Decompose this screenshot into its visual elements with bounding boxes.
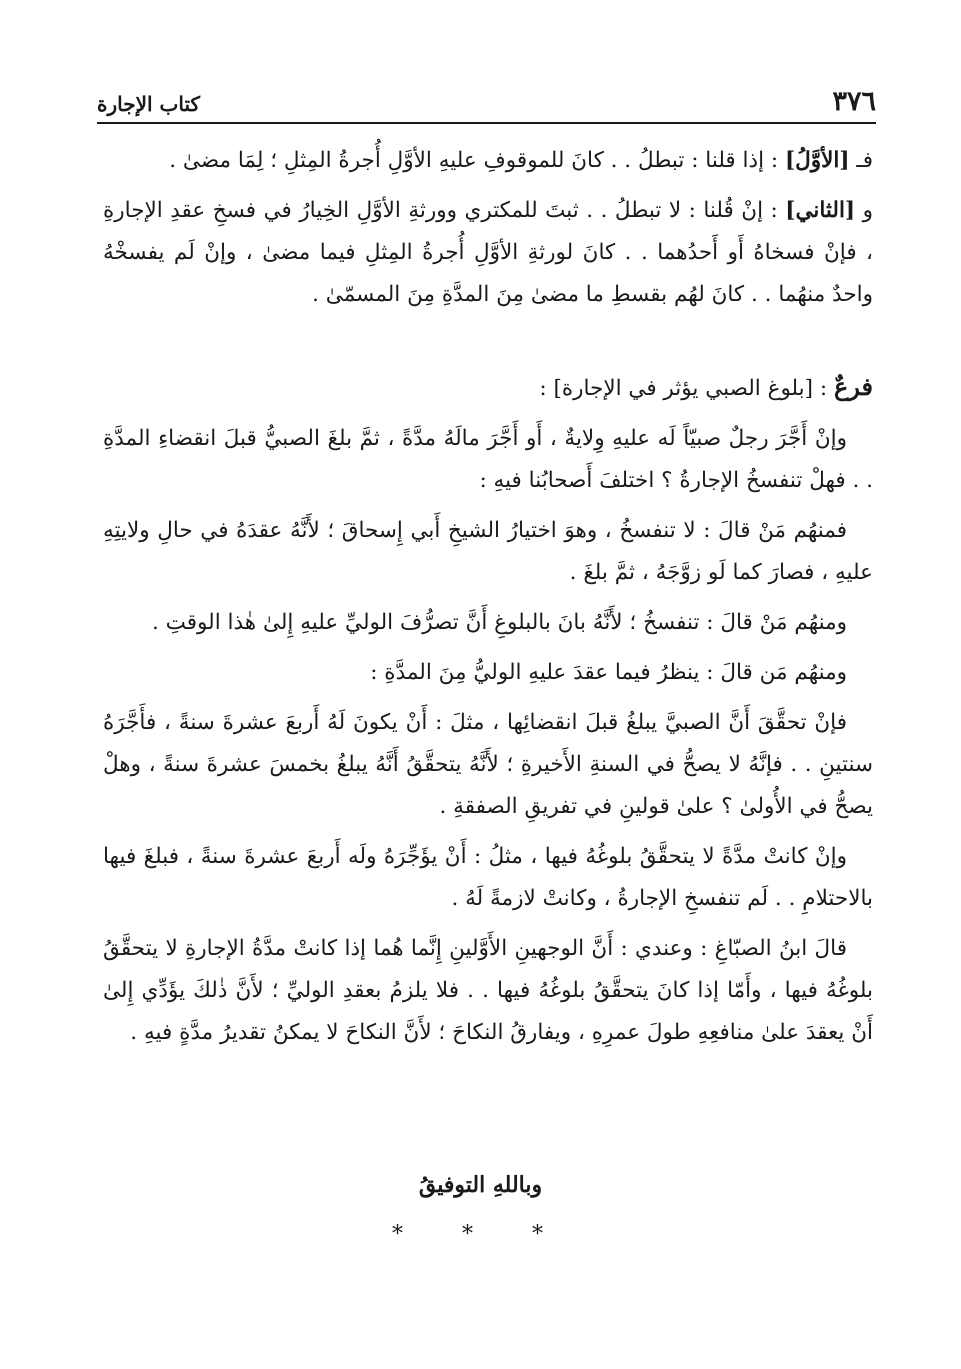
paragraph: ومنهُم مَنْ قالَ : تنفسخُ ؛ لأَنَّهُ بانَ بالبلوغِ أَنَّ تصرُّفَ الوليِّ عليهِ إِلىٰ هٰذا الوقتِ . [152,610,847,635]
section-end-stars: * * * [392,1222,569,1247]
running-title: كتاب الإجارة [97,92,200,116]
paragraph-second-view [103,190,873,316]
paragraph: فإنْ تحقَّقَ أَنَّ الصبيَّ يبلغُ قبلَ انقضائِها ، مثلَ : أَنْ يكونَ لَهُ أَربعَ عشرةَ سنةً ، فأَجَّرَهُ سنتينِ . . فإنَّهُ لا يصحُّ في السنةِ الأَخيرةِ ؛ لأَنَّهُ يتحقَّقُ أَنَّهُ يبلغُ بخمسَ عشرةَ سنةً ، وهلْ يصحُّ في الأُولىٰ ؟ علىٰ قولينِ في تفريقِ الصفقةِ . [103,710,873,819]
body-text [103,140,873,1062]
closing-formula: وباللهِ التوفيقُ [418,1172,543,1198]
paragraph: ومنهُم مَن قالَ : ينظرُ فيما عقدَ عليهِ الوليُّ مِنَ المدَّةِ : [370,660,847,685]
section-label: [الثاني] [785,198,856,223]
page-number: ٣٧٦ [832,86,876,117]
paragraph: وإنْ أَجَّرَ رجلٌ صبيّاً لَه عليهِ وِلايةٌ ، أَو أَجَّرَ مالَهُ مدَّةً ، ثمَّ بلغَ الصبيُّ قبلَ انقضاءِ المدَّةِ . . فهلْ تنفسخُ الإجارةُ ؟ اختلفَ أَصحابُنا فيهِ : [103,426,873,493]
page-header [97,86,876,122]
paragraph: قالَ ابنُ الصبّاغِ : وعندي : أَنَّ الوجهينِ الأَوَّلينِ إِنَّما هُما إذا كانتْ مدَّةُ الإجارةِ لا يتحقَّقُ بلوغُهُ فيها ، وأَمّا إذا كانَ يتحقَّقُ بلوغُهُ فيها . . فلا يلزمُ بعقدِ الوليِّ ؛ لأَنَّ ذٰلكَ يؤَدِّي إِلىٰ أَنْ يعقدَ علىٰ منافعِهِ طولَ عمرِهِ ، ويفارقُ النكاحَ ؛ لأَنَّ النكاحَ لا يمكنُ تقديرُ مدَّةٍ فيهِ . [103,936,873,1045]
subsection-heading [103,366,873,410]
header-rule [97,122,876,124]
paragraph-text: : إنْ قُلنا : لا تبطلُ . . ثبتَ للمكتري وورثةِ الأوَّلِ الخِيارُ في فسخِ عقدِ الإجارةِ ، فإنْ فسخاهُ أَو أَحدُهما . . كانَ لورثةِ الأوَّلِ أُجرةُ المِثلِ فيما مضىٰ ، وإنْ لَم يفسخْهُ واحدٌ منهُما . . كانَ لهُم بقسطِ ما مضىٰ مِنَ المدَّةِ مِنَ المسمّىٰ . [103,198,873,307]
paragraph-prefix: فـ [849,148,873,173]
subsection-title: : [بلوغ الصبي يؤثر في الإجارة] : [539,376,834,401]
section-spacer [103,324,873,366]
paragraph: فمنهُم مَنْ قالَ : لا تنفسخُ ، وهوَ اختيارُ الشيخِ أَبي إِسحاقَ ؛ لأَنَّهُ عقدَهُ في حالِ ولايتِهِ عليهِ ، فصارَ كما لَو زوَّجَهُ ، ثمَّ بلغَ . [103,518,873,585]
paragraph-first-view [103,140,873,182]
section-label: [الأوَّلُ] [784,148,850,173]
paragraph: وإنْ كانتْ مدَّةً لا يتحقَّقُ بلوغُهُ فيها ، مثلُ : أَنْ يؤَجِّرَهُ ولَه أَربعَ عشرةَ سنةً ، فبلغَ فيها بالاحتلامِ . . لَم تنفسخِ الإجارةُ ، وكانتْ لازمةً لَهُ . [103,844,873,911]
paragraph-text: : إذا قلنا : تبطلُ . . كانَ للموقوفِ عليهِ الأوَّلِ أُجرةُ المِثلِ ؛ لِمَا مضىٰ . [169,148,785,173]
paragraph-prefix: و [855,198,873,223]
subsection-label: فرعٌ [833,372,873,401]
